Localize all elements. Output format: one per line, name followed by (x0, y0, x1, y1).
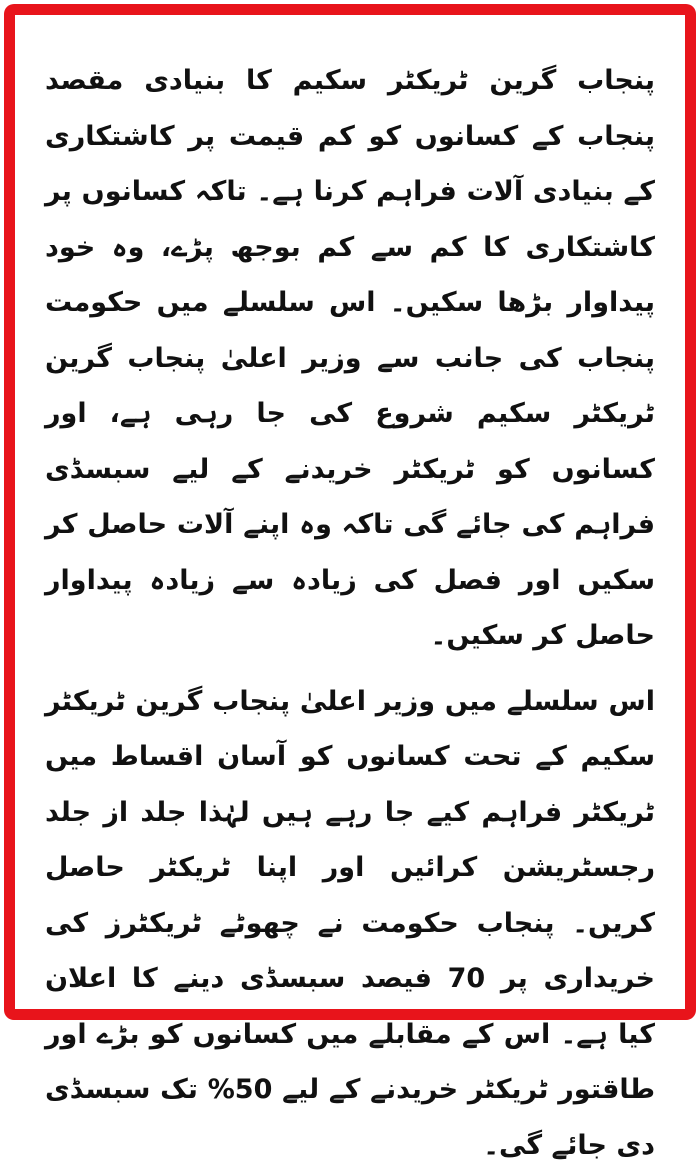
article-body (45, 53, 655, 979)
article-frame (4, 4, 696, 1020)
paragraph-intro: پنجاب گرین ٹریکٹر سکیم کا بنیادی مقصد پنجاب کے کسانوں کو کم قیمت پر کاشتکاری کے بنیادی آلات فراہم کرنا ہے۔ تاکہ کسانوں پر کاشتکاری کا کم سے کم بوجھ پڑے، وہ خود پیداوار بڑھا سکیں۔ اس سلسلے میں حکومت پنجاب کی جانب سے وزیر اعلیٰ پنجاب گرین ٹریکٹر سکیم شروع کی جا رہی ہے، اور کسانوں کو ٹریکٹر خریدنے کے لیے سبسڈی فراہم کی جائے گی تاکہ وہ اپنے آلات حاصل کر سکیں اور فصل کی زیادہ سے زیادہ پیداوار حاصل کر سکیں۔ (45, 53, 655, 664)
paragraph-scheme-details: اس سلسلے میں وزیر اعلیٰ پنجاب گرین ٹریکٹر سکیم کے تحت کسانوں کو آسان اقساط میں ٹریکٹر فراہم کیے جا رہے ہیں لہٰذا جلد از جلد رجسٹریشن کرائیں اور اپنا ٹریکٹر حاصل کریں۔ پنجاب حکومت نے چھوٹے ٹریکٹرز کی خریداری پر 70 فیصد سبسڈی دینے کا اعلان کیا ہے۔ اس کے مقابلے میں کسانوں کو بڑے اور طاقتور ٹریکٹر خریدنے کے لیے 50% تک سبسڈی دی جائے گی۔ (45, 674, 655, 1173)
